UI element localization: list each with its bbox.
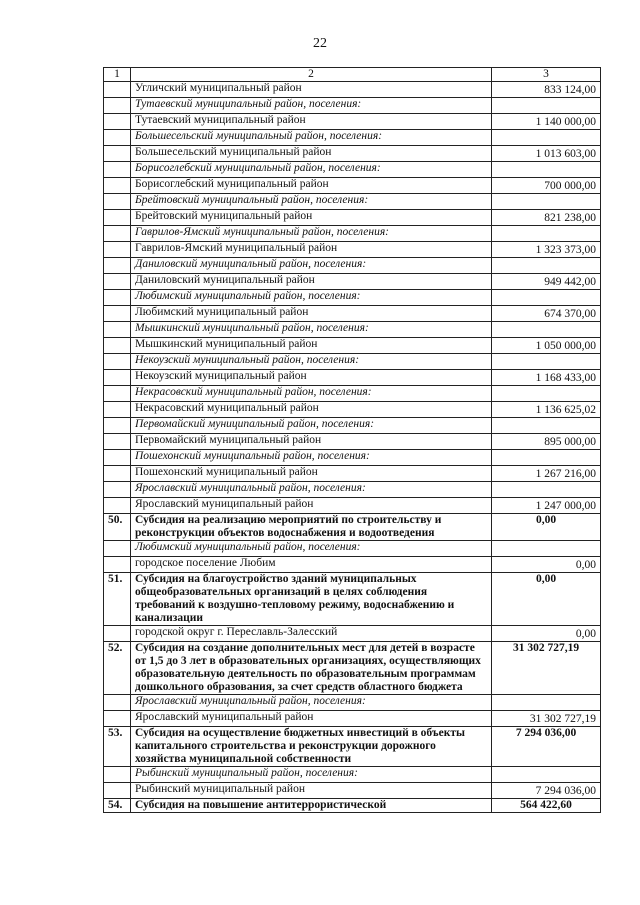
amount-cell: 949 442,00 <box>492 274 601 290</box>
amount-cell: 7 294 036,00 <box>492 783 601 799</box>
recipient-name: городской округ г. Переславль-Залесский <box>131 626 492 642</box>
amount-cell <box>492 418 601 434</box>
subsidy-name: Субсидия на осуществление бюджетных инвестиций в объекты капитального строительства и реконструкции дорожного хозяйства муниципальной собственности <box>131 727 492 767</box>
amount-cell: 1 168 433,00 <box>492 370 601 386</box>
district-subheading: Брейтовский муниципальный район, поселения: <box>131 194 492 210</box>
recipient-row <box>104 338 601 354</box>
recipient-row <box>104 783 601 799</box>
amount-cell: 0,00 <box>492 557 601 573</box>
district-subheading-row <box>104 258 601 274</box>
district-subheading: Гаврилов-Ямский муниципальный район, поселения: <box>131 226 492 242</box>
amount-cell <box>492 322 601 338</box>
recipient-name: Пошехонский муниципальный район <box>131 466 492 482</box>
recipient-row <box>104 82 601 98</box>
subsidy-row <box>104 573 601 626</box>
row-number <box>104 626 131 642</box>
district-subheading: Даниловский муниципальный район, поселения: <box>131 258 492 274</box>
amount-cell <box>492 162 601 178</box>
amount-cell: 1 247 000,00 <box>492 498 601 514</box>
row-number <box>104 370 131 386</box>
recipient-name: Гаврилов-Ямский муниципальный район <box>131 242 492 258</box>
district-subheading: Тутаевский муниципальный район, поселения: <box>131 98 492 114</box>
district-subheading: Некрасовский муниципальный район, поселения: <box>131 386 492 402</box>
recipient-row <box>104 114 601 130</box>
district-subheading-row <box>104 98 601 114</box>
amount-cell: 700 000,00 <box>492 178 601 194</box>
row-number <box>104 402 131 418</box>
row-number <box>104 290 131 306</box>
recipient-name: Борисоглебский муниципальный район <box>131 178 492 194</box>
district-subheading-row <box>104 162 601 178</box>
district-subheading: Любимский муниципальный район, поселения: <box>131 290 492 306</box>
row-number <box>104 482 131 498</box>
district-subheading: Большесельский муниципальный район, поселения: <box>131 130 492 146</box>
amount-cell <box>492 226 601 242</box>
amount-cell: 1 140 000,00 <box>492 114 601 130</box>
recipient-name: Тутаевский муниципальный район <box>131 114 492 130</box>
district-subheading-row <box>104 226 601 242</box>
district-subheading-row <box>104 450 601 466</box>
district-subheading-row <box>104 767 601 783</box>
amount-cell: 674 370,00 <box>492 306 601 322</box>
subsidy-name: Субсидия на повышение антитеррористической <box>131 799 492 813</box>
recipient-row <box>104 434 601 450</box>
row-number <box>104 450 131 466</box>
row-number <box>104 242 131 258</box>
row-number <box>104 98 131 114</box>
amount-cell: 0,00 <box>492 514 601 541</box>
header-col-2: 2 <box>131 68 492 82</box>
amount-cell: 1 136 625,02 <box>492 402 601 418</box>
recipient-name: Некоузский муниципальный район <box>131 370 492 386</box>
row-number <box>104 695 131 711</box>
row-number <box>104 767 131 783</box>
amount-cell: 31 302 727,19 <box>492 711 601 727</box>
recipient-name: Первомайский муниципальный район <box>131 434 492 450</box>
district-subheading: Некоузский муниципальный район, поселения: <box>131 354 492 370</box>
district-subheading-row <box>104 418 601 434</box>
amount-cell: 0,00 <box>492 573 601 626</box>
amount-cell <box>492 541 601 557</box>
recipient-name: Брейтовский муниципальный район <box>131 210 492 226</box>
recipient-name: Некрасовский муниципальный район <box>131 402 492 418</box>
recipient-name: Любимский муниципальный район <box>131 306 492 322</box>
subsidy-row <box>104 799 601 813</box>
recipient-name: Угличский муниципальный район <box>131 82 492 98</box>
row-number <box>104 498 131 514</box>
amount-cell <box>492 354 601 370</box>
district-subheading: Ярославский муниципальный район, поселения: <box>131 695 492 711</box>
subsidy-table <box>103 67 601 813</box>
recipient-name: Ярославский муниципальный район <box>131 498 492 514</box>
district-subheading-row <box>104 322 601 338</box>
page-number: 22 <box>313 36 327 51</box>
recipient-name: Даниловский муниципальный район <box>131 274 492 290</box>
district-subheading: Пошехонский муниципальный район, поселения: <box>131 450 492 466</box>
district-subheading: Рыбинский муниципальный район, поселения: <box>131 767 492 783</box>
row-number <box>104 114 131 130</box>
amount-cell: 895 000,00 <box>492 434 601 450</box>
row-number: 51. <box>104 573 131 626</box>
header-col-3: 3 <box>492 68 601 82</box>
amount-cell: 1 267 216,00 <box>492 466 601 482</box>
subsidy-name: Субсидия на создание дополнительных мест для детей в возрасте от 1,5 до 3 лет в образовательных организациях, осуществляющих образовательную деятельность по образовательным программам дошкольного образования, за счет средств областного бюджета <box>131 642 492 695</box>
row-number: 50. <box>104 514 131 541</box>
recipient-row <box>104 557 601 573</box>
row-number <box>104 82 131 98</box>
district-subheading-row <box>104 541 601 557</box>
row-number <box>104 338 131 354</box>
row-number <box>104 162 131 178</box>
subsidy-row <box>104 642 601 695</box>
header-col-1: 1 <box>104 68 131 82</box>
district-subheading-row <box>104 386 601 402</box>
row-number <box>104 783 131 799</box>
amount-cell <box>492 290 601 306</box>
amount-cell: 1 323 373,00 <box>492 242 601 258</box>
row-number <box>104 258 131 274</box>
recipient-name: Рыбинский муниципальный район <box>131 783 492 799</box>
row-number <box>104 386 131 402</box>
recipient-row <box>104 466 601 482</box>
recipient-row <box>104 370 601 386</box>
amount-cell <box>492 767 601 783</box>
recipient-name: Большесельский муниципальный район <box>131 146 492 162</box>
row-number <box>104 130 131 146</box>
amount-cell <box>492 695 601 711</box>
row-number <box>104 557 131 573</box>
amount-cell: 1 013 603,00 <box>492 146 601 162</box>
district-subheading: Борисоглебский муниципальный район, поселения: <box>131 162 492 178</box>
amount-cell: 1 050 000,00 <box>492 338 601 354</box>
district-subheading: Мышкинский муниципальный район, поселения: <box>131 322 492 338</box>
recipient-row <box>104 178 601 194</box>
amount-cell <box>492 450 601 466</box>
row-number <box>104 322 131 338</box>
row-number <box>104 541 131 557</box>
recipient-row <box>104 274 601 290</box>
amount-cell: 821 238,00 <box>492 210 601 226</box>
row-number <box>104 178 131 194</box>
district-subheading-row <box>104 194 601 210</box>
row-number <box>104 226 131 242</box>
row-number: 52. <box>104 642 131 695</box>
row-number: 54. <box>104 799 131 813</box>
row-number <box>104 418 131 434</box>
amount-cell <box>492 482 601 498</box>
row-number <box>104 466 131 482</box>
district-subheading-row <box>104 290 601 306</box>
row-number <box>104 354 131 370</box>
amount-cell <box>492 194 601 210</box>
subsidy-name: Субсидия на благоустройство зданий муниципальных общеобразовательных организаций в целях соблюдения требований к воздушно-тепловому режиму, водоснабжению и канализации <box>131 573 492 626</box>
table-body <box>104 68 601 813</box>
row-number <box>104 274 131 290</box>
amount-cell <box>492 98 601 114</box>
district-subheading-row <box>104 482 601 498</box>
amount-cell: 564 422,60 <box>492 799 601 813</box>
recipient-name: городское поселение Любим <box>131 557 492 573</box>
recipient-name: Мышкинский муниципальный район <box>131 338 492 354</box>
recipient-row <box>104 711 601 727</box>
subsidy-name: Субсидия на реализацию мероприятий по строительству и реконструкции объектов водоснабжения и водоотведения <box>131 514 492 541</box>
district-subheading-row <box>104 130 601 146</box>
row-number <box>104 711 131 727</box>
district-subheading: Ярославский муниципальный район, поселения: <box>131 482 492 498</box>
row-number <box>104 146 131 162</box>
amount-cell: 833 124,00 <box>492 82 601 98</box>
district-subheading: Первомайский муниципальный район, поселения: <box>131 418 492 434</box>
amount-cell: 0,00 <box>492 626 601 642</box>
row-number <box>104 306 131 322</box>
amount-cell: 7 294 036,00 <box>492 727 601 767</box>
recipient-row <box>104 402 601 418</box>
recipient-row <box>104 242 601 258</box>
subsidy-row <box>104 727 601 767</box>
recipient-name: Ярославский муниципальный район <box>131 711 492 727</box>
district-subheading-row <box>104 354 601 370</box>
row-number: 53. <box>104 727 131 767</box>
recipient-row <box>104 498 601 514</box>
amount-cell <box>492 258 601 274</box>
amount-cell <box>492 130 601 146</box>
recipient-row <box>104 626 601 642</box>
recipient-row <box>104 146 601 162</box>
district-subheading-row <box>104 695 601 711</box>
amount-cell: 31 302 727,19 <box>492 642 601 695</box>
recipient-row <box>104 306 601 322</box>
row-number <box>104 434 131 450</box>
subsidy-row <box>104 514 601 541</box>
row-number <box>104 210 131 226</box>
table-header-row <box>104 68 601 82</box>
recipient-row <box>104 210 601 226</box>
amount-cell <box>492 386 601 402</box>
district-subheading: Любимский муниципальный район, поселения: <box>131 541 492 557</box>
row-number <box>104 194 131 210</box>
